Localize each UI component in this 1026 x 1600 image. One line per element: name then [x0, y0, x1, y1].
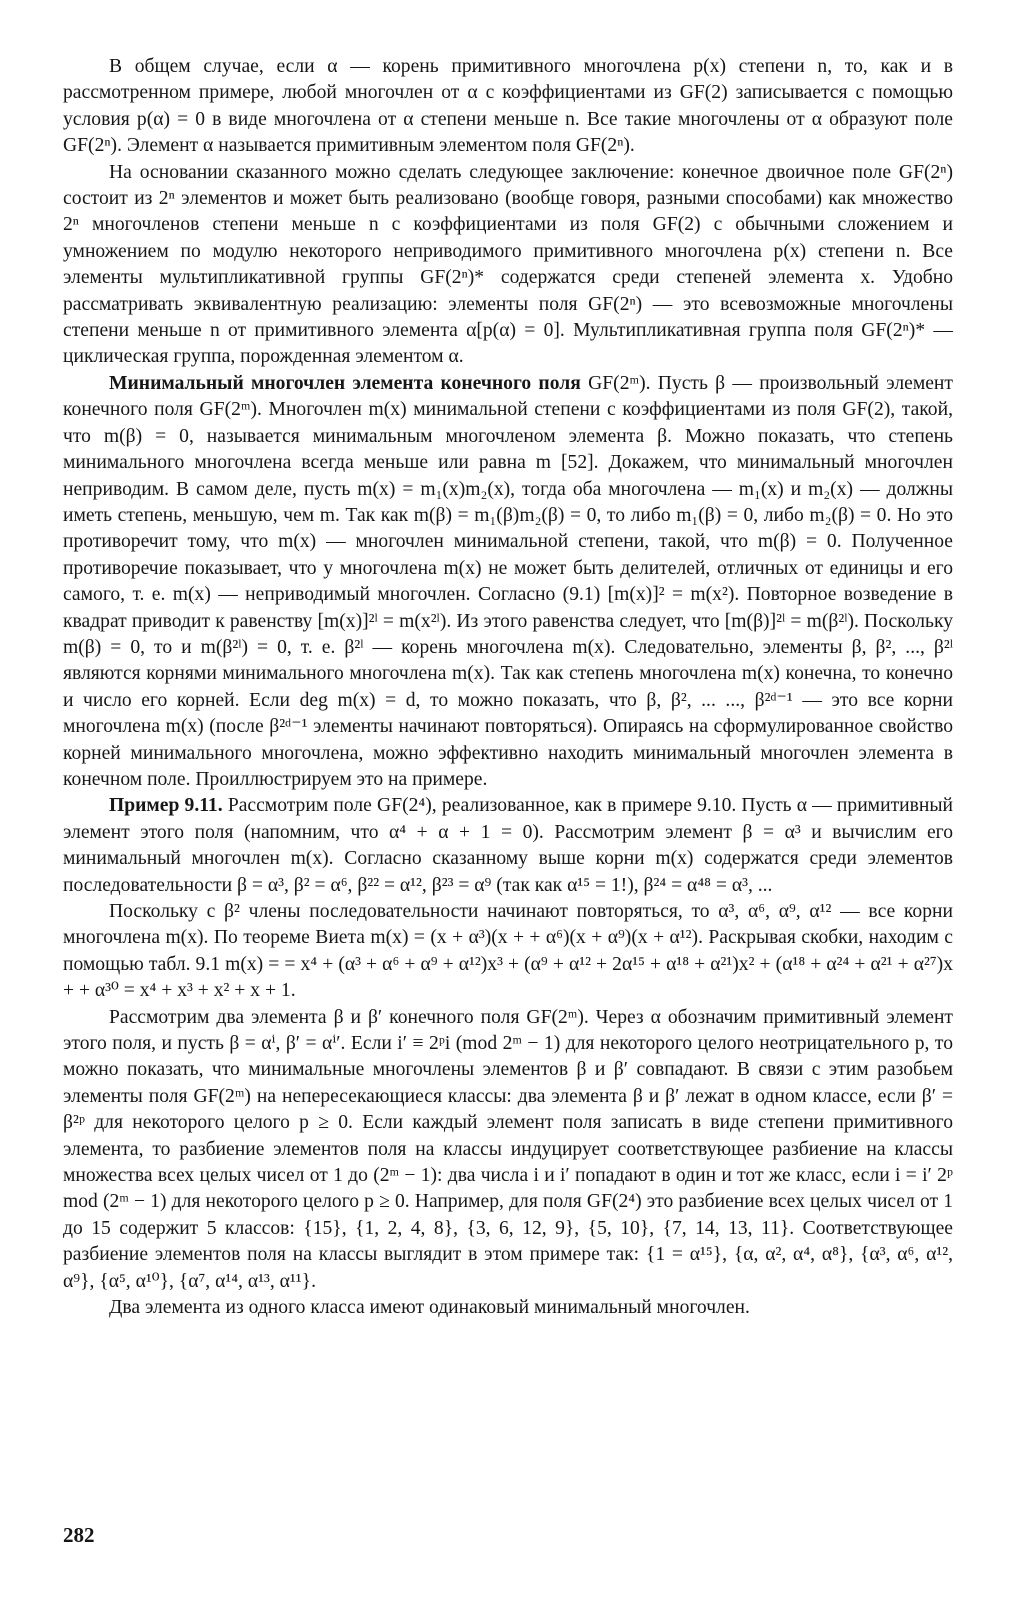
paragraph: В общем случае, если α — корень примитивного многочлена p(x) степени n, то, как и в рассмотренном примере, любой многочлен от α с коэффициентами из GF(2) записывается с помощью условия p(α) = 0 в виде многочлена от α степени меньше n. Все такие многочлены от α образуют поле GF(2ⁿ). Элемент α называется примитивным элементом поля GF(2ⁿ).: [63, 56, 953, 157]
paragraph: Рассмотрим два элемента β и β′ конечного поля GF(2ᵐ). Через α обозначим примитивный элемент этого поля, и пусть β = αⁱ, β′ = αⁱ′. Если i′ ≡ 2ᵖi (mod 2ᵐ − 1) для некоторого целого неотрицательного p, то можно показать, что минимальные многочлены элементов β и β′ совпадают. В связи с этим разобьем элементы поля GF(2ᵐ) на непересекающиеся классы: два элемента β и β′ лежат в одном классе, если β′ = β²ᵖ для некоторого целого p ≥ 0. Если каждый элемент поля записать в виде степени примитивного элемента, то разбиение элементов поля на классы индуцирует соответствующее разбиение на классы множества всех целых чисел от 1 до (2ᵐ − 1): два числа i и i′ попадают в один и тот же класс, если i = i′ 2ᵖ mod (2ᵐ − 1) для некоторого целого p ≥ 0. Например, для поля GF(2⁴) это разбиение всех целых чисел от 1 до 15 содержит 5 классов: {15}, {1, 2, 4, 8}, {3, 6, 12, 9}, {5, 10}, {7, 14, 13, 11}. Соответствующее разбиение элементов поля на классы выглядит в этом примере так: {1 = α¹⁵}, {α, α², α⁴, α⁸}, {α³, α⁶, α¹², α⁹}, {α⁵, α¹⁰}, {α⁷, α¹⁴, α¹³, α¹¹}.: [63, 1006, 953, 1292]
paragraph-text: GF(2ᵐ). Пусть β — произвольный элемент конечного поля GF(2ᵐ). Многочлен m(x) минимальной степени с коэффициентами из поля GF(2), такой, что m(β) = 0, называется минимальным многочленом элемента β. Можно показать, что степень минимального многочлена всегда меньше или равна m [52]. Докажем, что минимальный многочлен неприводим. В самом деле, пусть m(x) = m₁(x)m₂(x), тогда оба многочлена — m₁(x) и m₂(x) — должны иметь степень, меньшую, чем m. Так как m(β) = m₁(β)m₂(β) = 0, то либо m₁(β) = 0, либо m₂(β) = 0. Но это противоречит тому, что m(x) — многочлен минимальной степени, такой, что m(β) = 0. Полученное противоречие показывает, что у многочлена m(x) не может быть делителей, отличных от единицы и его самого, т. е. m(x) — неприводимый многочлен. Согласно (9.1) [m(x)]² = m(x²). Повторное возведение в квадрат приводит к равенству [m(x)]²ˡ = m(x²ˡ). Из этого равенства следует, что [m(β)]²ˡ = m(β²ˡ). Поскольку m(β) = 0, то и m(β²ˡ) = 0, т. е. β²ˡ — корень многочлена m(x). Следовательно, элементы β, β², ..., β²ˡ являются корнями минимального многочлена m(x). Так как степень многочлена m(x) конечна, то конечно и число его корней. Если deg m(x) = d, то можно показать, что β, β², ... ..., β²ᵈ⁻¹ — это все корни многочлена m(x) (после β²ᵈ⁻¹ элементы начинают повторяться). Опираясь на сформулированное свойство корней минимального многочлена, можно эффективно находить минимальный многочлен элемента в конечном поле. Проиллюстрируем это на примере.: [63, 372, 953, 790]
paragraph: На основании сказанного можно сделать следующее заключение: конечное двоичное поле GF(2ⁿ) состоит из 2ⁿ элементов и может быть реализовано (вообще говоря, разными способами) как множество 2ⁿ многочленов степени меньше n с коэффициентами из поля GF(2) с обычными сложением и умножением по модулю некоторого неприводимого примитивного многочлена p(x) степени n. Все элементы мультипликативной группы GF(2ⁿ)* содержатся среди степеней элемента x. Удобно рассматривать эквивалентную реализацию: элементы поля GF(2ⁿ) — это всевозможные многочлены степени меньше n от примитивного элемента α[p(α) = 0]. Мультипликативная группа поля GF(2ⁿ)* — циклическая группа, порожденная элементом α.: [63, 161, 953, 368]
page-number: 282: [63, 1523, 95, 1547]
page-body: [63, 54, 953, 1322]
paragraph-text: Рассмотрим поле GF(2⁴), реализованное, как в примере 9.10. Пусть α — примитивный элемент этого поля (напомним, что α⁴ + α + 1 = 0). Рассмотрим элемент β = α³ и вычислим его минимальный многочлен m(x). Согласно сказанному выше корни m(x) содержатся среди элементов последовательности β = α³, β² = α⁶, β²² = α¹², β²³ = α⁹ (так как α¹⁵ = 1!), β²⁴ = α⁴⁸ = α³, ...: [63, 795, 954, 896]
run-in-heading: Минимальный многочлен элемента конечного поля: [109, 372, 581, 394]
paragraph: [63, 793, 953, 899]
paragraph: [63, 371, 953, 794]
paragraph: Поскольку с β² члены последовательности начинают повторяться, то α³, α⁶, α⁹, α¹² — все корни многочлена m(x). По теореме Виета m(x) = (x + α³)(x + + α⁶)(x + α⁹)(x + α¹²). Раскрывая скобки, находим с помощью табл. 9.1 m(x) = = x⁴ + (α³ + α⁶ + α⁹ + α¹²)x³ + (α⁹ + α¹² + 2α¹⁵ + α¹⁸ + α²¹)x² + (α¹⁸ + α²⁴ + α²¹ + α²⁷)x + + α³⁰ = x⁴ + x³ + x² + x + 1.: [63, 901, 953, 1002]
example-heading: Пример 9.11.: [109, 795, 223, 817]
paragraph: Два элемента из одного класса имеют одинаковый минимальный многочлен.: [109, 1297, 750, 1319]
